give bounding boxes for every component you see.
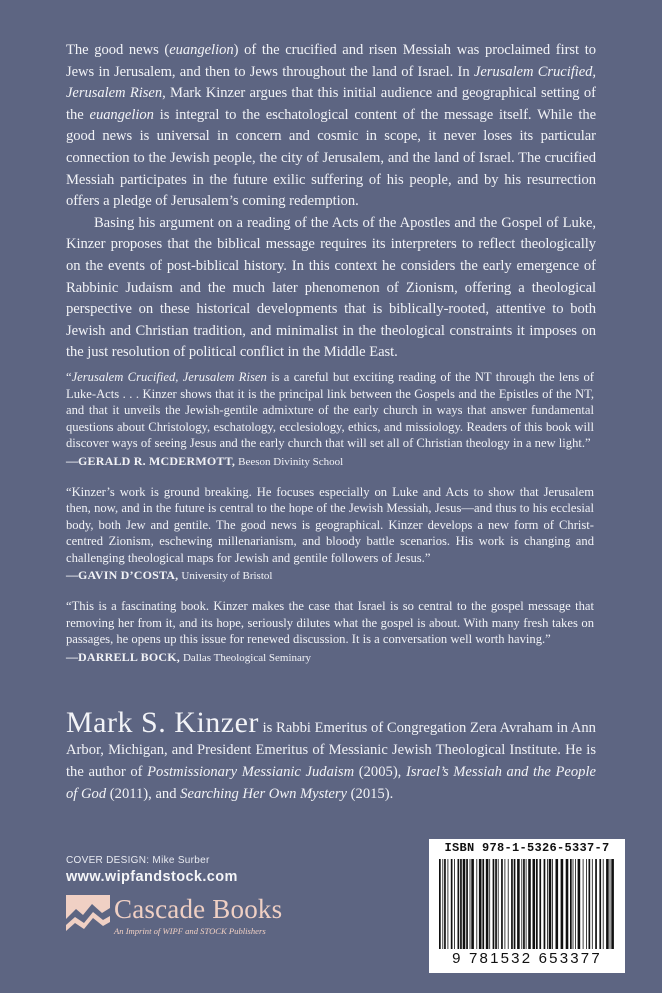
attribution-dash: —: [66, 649, 78, 664]
author-bio: [66, 706, 596, 805]
attribution-dash: —: [66, 568, 78, 582]
endorsement-attribution: [66, 453, 594, 470]
barcode-digits: 9 781532 653377: [452, 950, 602, 967]
endorser-name: GAVIN D’COSTA,: [78, 568, 179, 582]
endorsement-1: [66, 369, 594, 470]
endorsements: [66, 369, 594, 680]
attribution-dash: —: [66, 453, 78, 468]
cover-design-credit: COVER DESIGN: Mike Surber: [66, 855, 210, 866]
endorsement-text: “Kinzer’s work is ground breaking. He focuses especially on Luke and Acts to show that Jerusalem then, now, and in the future is central to the hope of the Jewish Messiah, Jesus—and thus to his ecclesial body, both Jew and gentile. The good news is geographical. Kinzer develops a new form of Christ-centred Zionism, eschewing millenarianism, and bloody battle scenarios. His work is changing and challenging theological maps for Jewish and gentile followers of Jesus.”: [66, 484, 594, 565]
endorsement-2: [66, 484, 594, 585]
endorser-affiliation: Dallas Theological Seminary: [182, 651, 312, 664]
endorsement-text: “Jerusalem Crucified, Jerusalem Risen is a careful but exciting reading of the NT through the lens of Luke-Acts . . . Kinzer shows that it is the principal link between the Gospels and the Epistles of the NT, and that it unveils the Jewish-gentile admixture of the early church in ways that answer fundamental questions about Christology, eschatology, ecclesiology, ethics, and missiology. Readers of this book will discover ways of seeing Jesus and the early church that will set all of Christian theology in a new light.”: [66, 370, 594, 450]
endorsement-attribution: [66, 649, 594, 666]
endorsement-text: “This is a fascinating book. Kinzer makes the case that Israel is so central to the gospel message that removing her from it, and its hope, seriously dilutes what the gospel is about. With many fresh takes on passages, he opens up this issue for renewed discussion. It is a conversation well worth having.”: [66, 599, 594, 646]
publisher-name: Cascade Books: [114, 894, 283, 924]
publisher-logo: [66, 893, 306, 943]
endorser-name: DARRELL BOCK,: [78, 649, 180, 664]
endorser-affiliation: University of Bristol: [181, 570, 273, 582]
description-paragraph-1: The good news (euangelion) of the crucified and risen Messiah was proclaimed first to Jews in Jerusalem, and then to Jews throughout the land of Israel. In Jerusalem Crucified, Jerusalem Risen, Mark Kinzer argues that this initial audience and geographical setting of the euangelion is integral to the eschatological content of the message itself. While the good news is universal in concern and cosmic in scope, it never loses its particular connection to the Jewish people, the city of Jerusalem, and the land of Israel. The crucified Messiah participates in the future exilic suffering of his people, and by his resurrection offers a pledge of Jerusalem’s coming redemption.: [66, 42, 596, 210]
publisher-tagline: An Imprint of WIPF and STOCK Publishers: [114, 926, 266, 936]
endorsement-attribution: [66, 567, 594, 584]
isbn-barcode: [429, 839, 625, 973]
endorser-affiliation: Beeson Divinity School: [238, 455, 344, 468]
book-description: [66, 40, 596, 364]
barcode-bars: [437, 859, 617, 949]
endorser-name: GERALD R. MCDERMOTT,: [78, 453, 236, 468]
author-bio-text: is Rabbi Emeritus of Congregation Zera Avraham in Ann Arbor, Michigan, and President Emeritus of Messianic Jewish Theological Institute. He is the author of Postmissionary Messianic Judaism (2005), Israel’s Messiah and the People of God (2011), and Searching Her Own Mystery (2015).: [66, 720, 596, 802]
author-name: Mark S. Kinzer: [66, 706, 259, 739]
endorsement-3: [66, 598, 594, 666]
publisher-website[interactable]: www.wipfandstock.com: [66, 869, 238, 885]
isbn-label: ISBN 978-1-5326-5337-7: [444, 841, 610, 855]
description-paragraph-2: Basing his argument on a reading of the Acts of the Apostles and the Gospel of Luke, Kinzer proposes that the biblical message requires its interpreters to reflect theologically on the events of post-biblical history. In this context he considers the early emergence of Rabbinic Judaism and the much later phenomenon of Zionism, offering a theological perspective on these historical developments that is biblically-rooted, attentive to both Jewish and Christian tradition, and minimalist in the theological constraints it imposes on the just resolution of political conflict in the Middle East.: [66, 214, 596, 361]
mountain-logo-icon: [66, 895, 110, 935]
